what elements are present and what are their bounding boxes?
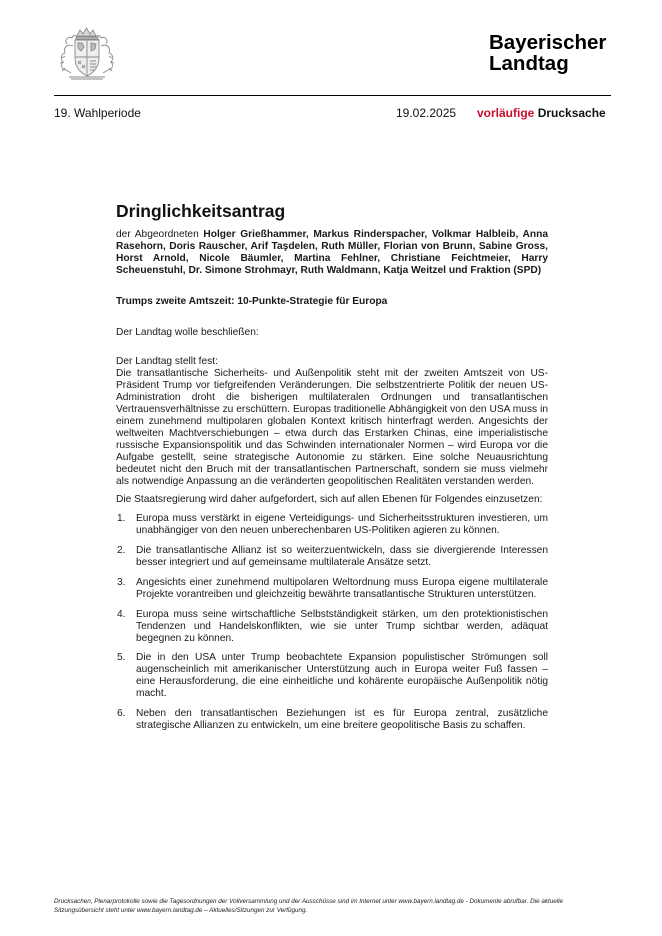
list-item bbox=[116, 545, 548, 569]
document-subject: Trumps zweite Amtszeit: 10-Punkte-Strategie für Europa bbox=[116, 295, 388, 307]
list-item bbox=[116, 708, 548, 732]
legislative-period: 19. Wahlperiode bbox=[54, 106, 141, 120]
header-divider bbox=[54, 95, 611, 96]
list-item-number: 6. bbox=[117, 708, 126, 720]
list-item-text: Angesichts einer zunehmend multipolaren Weltordnung muss Europa eigene multilaterale Projekte vorantreiben und gleichzeitig bewährte transatlantische Strukturen unterstützen. bbox=[136, 576, 548, 600]
list-item-number: 4. bbox=[117, 608, 126, 620]
list-item-number: 2. bbox=[117, 545, 126, 557]
institution-name-line2: Landtag bbox=[489, 52, 569, 75]
list-item-text: Die in den USA unter Trump beobachtete Expansion populistischer Strömungen soll augenscheinlich mit amerikanischer Unterstützung auch in Europa weiter Fuß fassen – eine Herausforderung, die eine einheitliche und kohärente europäische Außenpolitik nötig macht. bbox=[136, 652, 548, 700]
points-list bbox=[116, 513, 548, 732]
document-type-heading: Dringlichkeitsantrag bbox=[116, 201, 286, 221]
institution-name bbox=[489, 32, 606, 74]
finding-text: Die transatlantische Sicherheits- und Außenpolitik steht mit der zweiten Amtszeit von US-Präsident Trump vor tiefgreifenden Veränderungen. Die selbstzentrierte Politik der neuen US-Administration droht die bisherigen multilateralen Ordnungen und transatlantischen Vertrauensverhältnisse zu erschüttern. Europas traditionelle Abhängigkeit von den USA muss in einem zunehmend multipolaren globalen Kontext kritisch hinterfragt werden. Angesichts der weltweiten Machtverschiebungen – etwa durch das Erstarken Chinas, eine imperialistische russische Expansionspolitik und das Schwinden internationaler Normen – wird Europa vor die Aufgabe gestellt, seine strategische Autonomie zu stärken. Eine solche Neuausrichtung bedeutet nicht den Bruch mit der transatlantischen Partnerschaft, sondern sie muss vielmehr als notwendige Anpassung an die veränderten geopolitischen Realitäten verstanden werden. bbox=[116, 368, 548, 487]
list-item bbox=[116, 609, 548, 645]
finding-heading: Der Landtag stellt fest: bbox=[116, 356, 218, 368]
authors-prefix: der Abgeordneten bbox=[116, 229, 199, 240]
institution-name-line1: Bayerischer bbox=[489, 31, 607, 54]
document-status-prefix: vorläufige bbox=[477, 106, 535, 120]
resolution-intro: Der Landtag wolle beschließen: bbox=[116, 326, 259, 338]
list-item-text: Neben den transatlantischen Beziehungen ist es für Europa zentral, zusätzliche strategische Allianzen zu entwickeln, um eine breitere geopolitische Basis zu schaffen. bbox=[136, 708, 548, 731]
document-status bbox=[477, 106, 606, 120]
list-item bbox=[116, 513, 548, 537]
list-item-text: Europa muss seine wirtschaftliche Selbstständigkeit stärken, um den protektionistischen Tendenzen und Handelskonflikten, wie sie unter Trump sichtbar werden, adäquat begegnen zu können. bbox=[136, 608, 548, 644]
list-item-number: 3. bbox=[117, 576, 126, 588]
document-status-suffix: Drucksache bbox=[534, 106, 606, 120]
list-item-number: 5. bbox=[117, 652, 126, 664]
request-text: Die Staatsregierung wird daher aufgefordert, sich auf allen Ebenen für Folgendes einzusetzen: bbox=[116, 494, 543, 506]
authors-list: Holger Grießhammer, Markus Rinderspacher, Volkmar Halbleib, Anna Rasehorn, Doris Rauscher, Arif Taşdelen, Ruth Müller, Florian von Brunn, Sabine Gross, Horst Arnold, Nicole Bäumler, Martina Fehlner, Christiane Feichtmeier, Harry Scheuenstuhl, Dr. Simone Strohmayr, Ruth Waldmann, Katja Weitzel bbox=[116, 229, 548, 276]
document-date: 19.02.2025 bbox=[396, 106, 457, 120]
list-item-number: 1. bbox=[117, 513, 126, 525]
page-footer: Drucksachen, Plenarprotokolle sowie die Tagesordnungen der Vollversammlung und der Ausschüsse sind im Internet unter www.bayern.landtag.de - Dokumente abrufbar. Die aktuelle Sitzungsübersicht steht unter www.bayern.landtag.de – Aktuelles/Sitzungen zur Verfügung. bbox=[54, 898, 564, 914]
list-item bbox=[116, 577, 548, 601]
document-body bbox=[116, 200, 548, 740]
authors-paragraph bbox=[116, 229, 548, 277]
coat-of-arms-logo bbox=[55, 26, 118, 82]
list-item bbox=[116, 652, 548, 700]
list-item-text: Die transatlantische Allianz ist so weiterzuentwickeln, dass sie divergierende Interessen besser integriert und auf gemeinsame multilaterale Ansätze setzt. bbox=[136, 545, 548, 569]
authors-suffix: und Fraktion (SPD) bbox=[448, 264, 542, 276]
list-item-text: Europa muss verstärkt in eigene Verteidigungs- und Sicherheitsstrukturen investieren, um unabhängiger von den neuen unberechenbaren US-Politiken agieren zu können. bbox=[136, 513, 548, 537]
